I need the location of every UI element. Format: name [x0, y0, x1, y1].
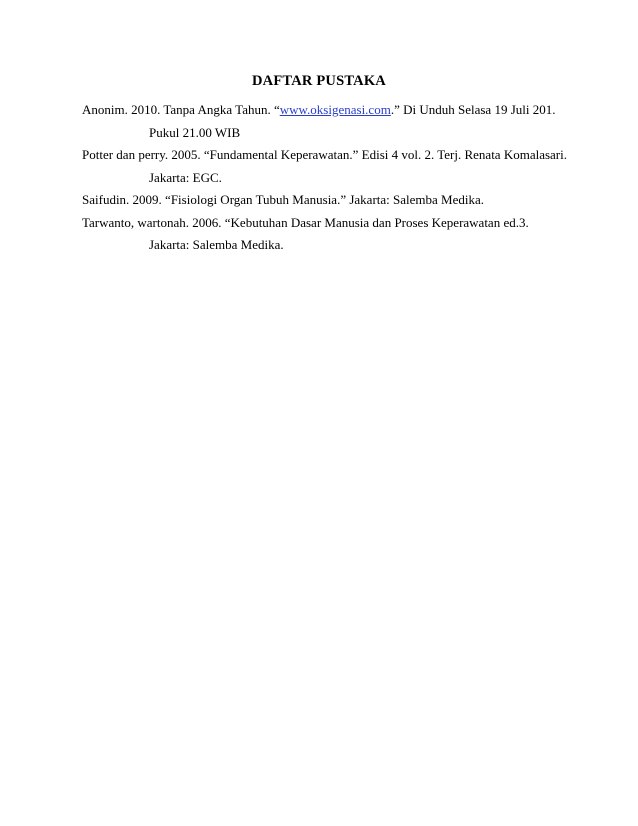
reference-entry-tarwanto: [82, 212, 582, 257]
reference-text: .” Di Unduh Selasa 19 Juli 201.: [390, 102, 556, 117]
reference-continuation: Jakarta: Salemba Medika.: [149, 237, 284, 252]
reference-text: Potter dan perry. 2005. “Fundamental Keperawatan.” Edisi 4 vol. 2. Terj. Renata Komalasari.: [82, 147, 567, 162]
reference-entry-potter: [82, 144, 582, 189]
reference-text: Saifudin. 2009. “Fisiologi Organ Tubuh Manusia.” Jakarta: Salemba Medika.: [82, 192, 484, 207]
reference-list: [82, 99, 582, 257]
reference-link[interactable]: www.oksigenasi.com: [279, 102, 391, 117]
reference-continuation: Pukul 21.00 WIB: [149, 124, 241, 140]
reference-continuation: Jakarta: EGC.: [149, 169, 222, 185]
reference-text: Anonim. 2010. Tanpa Angka Tahun. “: [82, 102, 280, 117]
reference-entry-anonim: [82, 99, 582, 144]
reference-entry-saifudin: [82, 189, 582, 212]
page-title: DAFTAR PUSTAKA: [252, 73, 386, 89]
reference-text: Tarwanto, wartonah. 2006. “Kebutuhan Dasar Manusia dan Proses Keperawatan ed.3.: [82, 214, 529, 230]
